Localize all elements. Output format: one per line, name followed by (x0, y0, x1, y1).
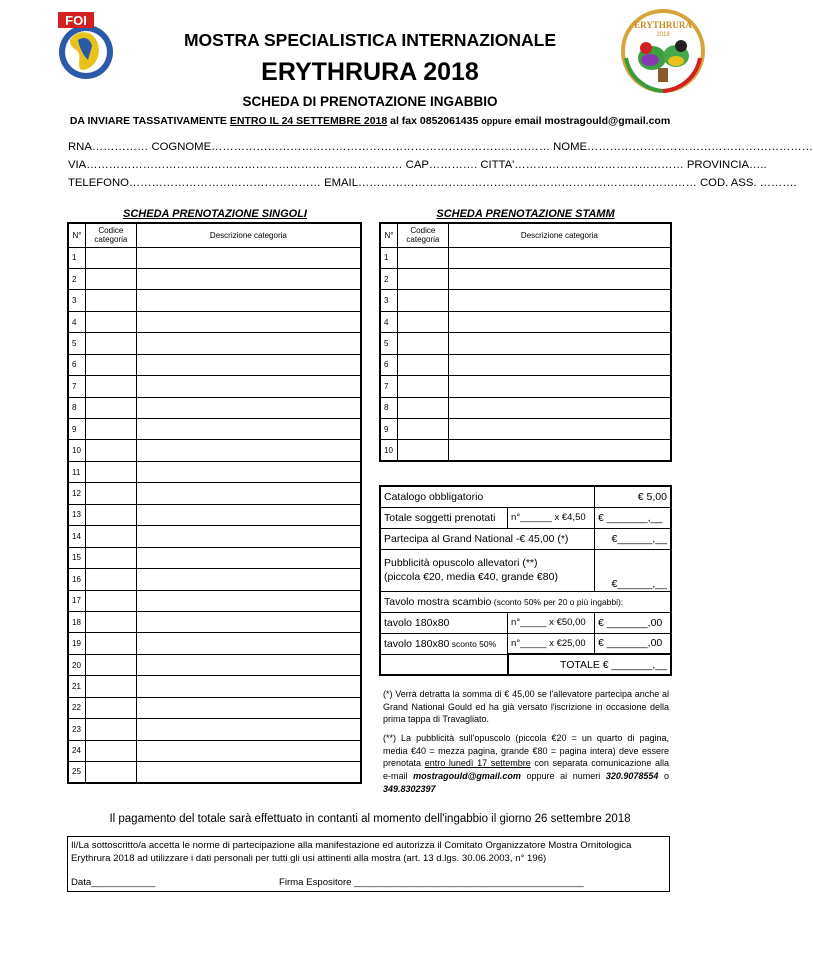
tavolo-note: (sconto 50% per 20 o più ingabbi): (491, 596, 624, 607)
stamm-desc-cell[interactable] (448, 333, 671, 354)
note2-email: mostragould@gmail.com (413, 771, 521, 782)
singoli-row-number: 10 (68, 440, 85, 461)
stamm-code-cell[interactable] (397, 268, 448, 289)
svg-text:2018: 2018 (656, 32, 670, 38)
singoli-desc-cell[interactable] (136, 526, 361, 547)
tavolo1-value[interactable]: € _______,00 (595, 612, 671, 633)
singoli-code-cell[interactable] (85, 461, 136, 482)
stamm-row-number: 5 (380, 333, 397, 354)
singoli-row (68, 526, 361, 547)
stamm-desc-cell[interactable] (448, 376, 671, 397)
stamm-desc-cell[interactable] (448, 354, 671, 375)
singoli-row (68, 654, 361, 675)
note2-a: (**) La pubblicità sull'opuscolo (piccola €20 = un quarto di pagina, media €40 = mezza pagina, grande €80 = pagina intera) deve essere prenotata (383, 733, 669, 769)
personal-line-1[interactable]: RNA…………… COGNOME……………………………………………………………………………… NOME…………………………………………………… (68, 141, 813, 153)
singoli-row (68, 740, 361, 761)
stamm-row-number: 10 (380, 440, 397, 461)
singoli-code-cell[interactable] (85, 740, 136, 761)
pubblicita-label1: Pubblicità opuscolo allevatori (**) (384, 557, 538, 569)
singoli-desc-cell[interactable] (136, 676, 361, 697)
singoli-row-number: 3 (68, 290, 85, 311)
title-line2: ERYTHRURA 2018 (261, 58, 479, 86)
title-line1: MOSTRA SPECIALISTICA INTERNAZIONALE (183, 30, 557, 50)
singoli-code-cell[interactable] (85, 569, 136, 590)
singoli-code-cell[interactable] (85, 611, 136, 632)
tavolo2-label: tavolo 180x80 (384, 637, 450, 650)
singoli-code-cell[interactable] (85, 333, 136, 354)
stamm-table (379, 222, 672, 462)
singoli-row (68, 290, 361, 311)
singoli-desc-cell[interactable] (136, 419, 361, 440)
singoli-row-number: 13 (68, 504, 85, 525)
tavolo2-sconto: sconto 50% (449, 638, 497, 649)
stamm-desc-cell[interactable] (448, 311, 671, 332)
singoli-desc-cell[interactable] (136, 483, 361, 504)
singoli-desc-cell[interactable] (136, 569, 361, 590)
singoli-row-number: 15 (68, 547, 85, 568)
singoli-row-number: 1 (68, 247, 85, 268)
payment-line: Il pagamento del totale sarà effettuato in contanti al momento dell'ingabbio il giorno 26 settembre 2018 (109, 813, 631, 825)
tavolo1-label: tavolo 180x80 (380, 612, 508, 633)
stamm-desc-cell[interactable] (448, 247, 671, 268)
stamm-code-cell[interactable] (397, 247, 448, 268)
singoli-desc-cell[interactable] (136, 590, 361, 611)
singoli-code-cell[interactable] (85, 719, 136, 740)
singoli-row (68, 697, 361, 718)
stamm-header-col-desc: Descrizione categoria (448, 223, 671, 247)
singoli-row-number: 23 (68, 719, 85, 740)
singoli-row-number: 17 (68, 590, 85, 611)
singoli-code-cell[interactable] (85, 697, 136, 718)
note2-o: o (658, 771, 669, 782)
deadline-prefix: DA INVIARE TASSATIVAMENTE (69, 115, 230, 127)
singoli-row (68, 333, 361, 354)
singoli-desc-cell[interactable] (136, 376, 361, 397)
stamm-code-cell[interactable] (397, 440, 448, 461)
singoli-desc-cell[interactable] (136, 504, 361, 525)
stamm-row (380, 333, 671, 354)
data-field[interactable]: Data____________ (71, 877, 156, 888)
deadline-date: ENTRO IL 24 SETTEMBRE 2018 (229, 115, 388, 127)
singoli-row (68, 376, 361, 397)
note2-u: entro lunedì 17 settembre (424, 758, 531, 769)
stamm-row-number: 7 (380, 376, 397, 397)
singoli-code-cell[interactable] (85, 526, 136, 547)
deadline-line (0, 115, 740, 127)
singoli-desc-cell[interactable] (136, 611, 361, 632)
pubblicita-label (380, 549, 595, 591)
stamm-code-cell[interactable] (397, 376, 448, 397)
stamm-code-cell[interactable] (397, 333, 448, 354)
singoli-row (68, 461, 361, 482)
singoli-row-number: 16 (68, 569, 85, 590)
singoli-row-number: 20 (68, 654, 85, 675)
singoli-desc-cell[interactable] (136, 461, 361, 482)
stamm-header-col-code: Codice categoria (397, 223, 448, 247)
subtitle: SCHEDA DI PRENOTAZIONE INGABBIO (242, 94, 498, 109)
singoli-row-number: 6 (68, 354, 85, 375)
singoli-row (68, 633, 361, 654)
singoli-row-number: 7 (68, 376, 85, 397)
singoli-code-cell[interactable] (85, 290, 136, 311)
stamm-row-number: 3 (380, 290, 397, 311)
singoli-desc-cell[interactable] (136, 311, 361, 332)
deadline-fax: al fax 0852061435 (387, 115, 482, 127)
tavolo2-n[interactable]: n°_____ x €25,00 (508, 633, 595, 654)
singoli-row-number: 21 (68, 676, 85, 697)
note-2 (383, 732, 669, 796)
singoli-row-number: 2 (68, 268, 85, 289)
singoli-desc-cell[interactable] (136, 397, 361, 418)
stamm-row (380, 440, 671, 461)
stamm-row-number: 1 (380, 247, 397, 268)
singoli-row (68, 268, 361, 289)
singoli-code-cell[interactable] (85, 633, 136, 654)
singoli-code-cell[interactable] (85, 354, 136, 375)
stamm-row-number: 8 (380, 397, 397, 418)
stamm-code-cell[interactable] (397, 354, 448, 375)
pubblicita-value[interactable]: €______,__ (595, 549, 671, 591)
singoli-row (68, 719, 361, 740)
stamm-code-cell[interactable] (397, 290, 448, 311)
note2-c: oppure ai numeri (520, 771, 606, 782)
note2-b: con separata comunicazione alla e-mail (383, 758, 669, 782)
singoli-desc-cell[interactable] (136, 247, 361, 268)
singoli-code-cell[interactable] (85, 311, 136, 332)
singoli-row-number: 18 (68, 611, 85, 632)
singoli-row (68, 590, 361, 611)
singoli-row-number: 19 (68, 633, 85, 654)
pubblicita-label2: (piccola €20, media €40, grande €80) (384, 571, 558, 583)
stamm-code-cell[interactable] (397, 311, 448, 332)
note2-phone2: 349.8302397 (383, 783, 436, 794)
firma-field[interactable]: Firma Espositore ___________________________________________ (279, 877, 584, 888)
consent-text: Il/La sottoscritto/a accetta le norme di partecipazione alla manifestazione ed autorizza il Comitato Organizzatore Mostra Ornitologica Erythrura 2018 ad utilizzare i dati personali per tutti gli usi attinenti alla mostra (art. 13 d.lgs. 30.06.2003, n° 196) (71, 840, 632, 864)
singoli-row (68, 547, 361, 568)
personal-line-3[interactable]: TELEFONO…………………………………………… EMAIL……………………………………………………………………………… COD. ASS. ………. (68, 177, 797, 189)
singoli-row (68, 504, 361, 525)
singoli-desc-cell[interactable] (136, 290, 361, 311)
grand-national-value[interactable]: €______,__ (595, 528, 671, 549)
singoli-header-col-desc: Descrizione categoria (136, 223, 361, 247)
stamm-row (380, 354, 671, 375)
singoli-row-number: 5 (68, 333, 85, 354)
singoli-row (68, 762, 361, 783)
singoli-row-number: 24 (68, 740, 85, 761)
singoli-desc-cell[interactable] (136, 740, 361, 761)
stamm-code-cell[interactable] (397, 397, 448, 418)
totale-soggetti-n[interactable]: n°______ x €4,50 (508, 507, 595, 528)
stamm-row-number: 6 (380, 354, 397, 375)
consent-box (67, 836, 670, 892)
stamm-row-number: 4 (380, 311, 397, 332)
singoli-code-cell[interactable] (85, 676, 136, 697)
stamm-desc-cell[interactable] (448, 268, 671, 289)
stamm-row (380, 419, 671, 440)
singoli-row (68, 440, 361, 461)
stamm-desc-cell[interactable] (448, 397, 671, 418)
singoli-desc-cell[interactable] (136, 440, 361, 461)
stamm-row-number: 9 (380, 419, 397, 440)
singoli-code-cell[interactable] (85, 590, 136, 611)
svg-text:FOI: FOI (65, 13, 87, 28)
stamm-desc-cell[interactable] (448, 419, 671, 440)
stamm-row-number: 2 (380, 268, 397, 289)
singoli-row-number: 12 (68, 483, 85, 504)
singoli-code-cell[interactable] (85, 654, 136, 675)
stamm-code-cell[interactable] (397, 419, 448, 440)
note-1: (*) Verrà detratta la somma di € 45,00 se l'allevatore partecipa anche al Grand National Gould ed ha già versato l'iscrizione in occasione della prima tappa di Travagliato. (383, 689, 669, 725)
tavolo-header (380, 591, 671, 612)
singoli-row-number: 4 (68, 311, 85, 332)
tavolo2-value[interactable]: € _______,00 (595, 633, 671, 654)
singoli-desc-cell[interactable] (136, 719, 361, 740)
stamm-title: SCHEDA PRENOTAZIONE STAMM (436, 208, 615, 220)
singoli-row (68, 354, 361, 375)
grand-national-label: Partecipa al Grand National -€ 45,00 (*) (380, 528, 595, 549)
singoli-row-number: 9 (68, 419, 85, 440)
singoli-desc-cell[interactable] (136, 333, 361, 354)
singoli-row (68, 676, 361, 697)
stamm-desc-cell[interactable] (448, 290, 671, 311)
svg-text:ERYTHRURA: ERYTHRURA (634, 20, 692, 30)
tavolo2-label-cell (380, 633, 508, 654)
singoli-title: SCHEDA PRENOTAZIONE SINGOLI (123, 208, 307, 220)
singoli-row-number: 11 (68, 461, 85, 482)
catalogo-value: € 5,00 (595, 486, 671, 507)
singoli-table (67, 222, 362, 784)
personal-line-2[interactable]: VIA………………………………………………………………………… CAP…………. CITTA'……………………………………… PROVINCIA….. (68, 159, 767, 171)
stamm-desc-cell[interactable] (448, 440, 671, 461)
singoli-row-number: 25 (68, 762, 85, 783)
singoli-header-col-code: Codice categoria (85, 223, 136, 247)
singoli-desc-cell[interactable] (136, 547, 361, 568)
singoli-desc-cell[interactable] (136, 762, 361, 783)
totale-value[interactable]: TOTALE € _______,__ (508, 654, 671, 675)
singoli-desc-cell[interactable] (136, 268, 361, 289)
singoli-row (68, 247, 361, 268)
singoli-code-cell[interactable] (85, 547, 136, 568)
singoli-row (68, 311, 361, 332)
singoli-code-cell[interactable] (85, 504, 136, 525)
stamm-row (380, 290, 671, 311)
singoli-row-number: 8 (68, 397, 85, 418)
singoli-code-cell[interactable] (85, 762, 136, 783)
singoli-row (68, 397, 361, 418)
singoli-row (68, 569, 361, 590)
singoli-desc-cell[interactable] (136, 354, 361, 375)
note2-phone1: 320.9078554 (605, 771, 659, 782)
stamm-row (380, 311, 671, 332)
singoli-code-cell[interactable] (85, 483, 136, 504)
singoli-code-cell[interactable] (85, 397, 136, 418)
singoli-code-cell[interactable] (85, 440, 136, 461)
totale-soggetti-label: Totale soggetti prenotati (380, 507, 508, 528)
singoli-desc-cell[interactable] (136, 654, 361, 675)
stamm-header-col-n: N° (380, 223, 397, 247)
singoli-row-number: 14 (68, 526, 85, 547)
singoli-row (68, 611, 361, 632)
stamm-row (380, 397, 671, 418)
stamm-row (380, 268, 671, 289)
singoli-desc-cell[interactable] (136, 633, 361, 654)
tavolo1-n[interactable]: n°_____ x €50,00 (508, 612, 595, 633)
deadline-oppure: oppure (481, 116, 512, 126)
singoli-row (68, 483, 361, 504)
stamm-row (380, 376, 671, 397)
singoli-code-cell[interactable] (85, 419, 136, 440)
singoli-row (68, 419, 361, 440)
singoli-row-number: 22 (68, 697, 85, 718)
singoli-code-cell[interactable] (85, 376, 136, 397)
singoli-desc-cell[interactable] (136, 697, 361, 718)
catalogo-label: Catalogo obbligatorio (380, 486, 595, 507)
stamm-row (380, 247, 671, 268)
singoli-code-cell[interactable] (85, 268, 136, 289)
totale-soggetti-value[interactable]: € _______,__ (595, 507, 671, 528)
deadline-email: email mostragould@gmail.com (511, 115, 671, 127)
cost-table (379, 485, 672, 676)
tavolo-label: Tavolo mostra scambio (384, 595, 492, 608)
singoli-code-cell[interactable] (85, 247, 136, 268)
singoli-header-col-n: N° (68, 223, 85, 247)
